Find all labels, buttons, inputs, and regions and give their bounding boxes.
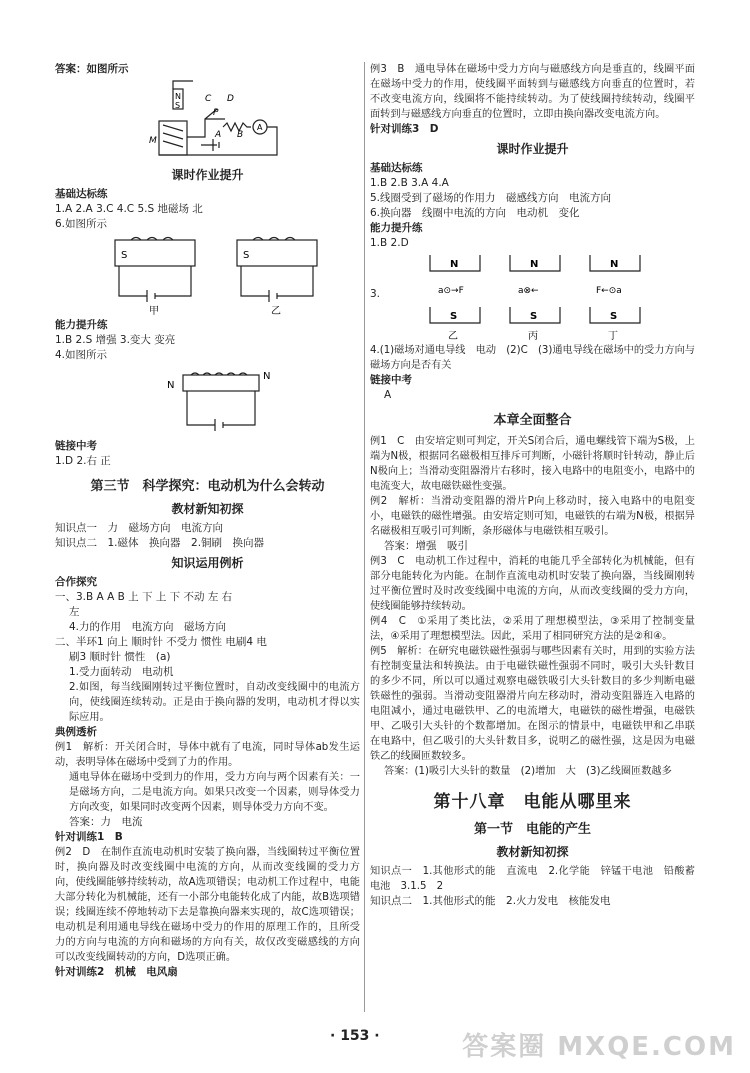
fig4-cap-yi: 乙 — [448, 331, 458, 342]
answer-paragraph: 4.(1)磁场对通电导线 电动 (2)C (3)通电导线在磁场中的受力方向与磁场方向是否有关 — [370, 345, 695, 371]
watermark-logo: 答案圈 MXQE.COM — [462, 1032, 736, 1062]
fig1-label-a: A — [215, 130, 222, 140]
practice-2: 针对训练2 机械 电风扇 — [55, 966, 178, 978]
subheading-exam: 链接中考 — [55, 440, 97, 452]
fig1-label-c: C — [205, 94, 212, 104]
answer-line: 答案：如图所示 — [55, 63, 129, 75]
fig3-label-n1: N — [167, 380, 175, 391]
circuit-figure-1 — [55, 79, 355, 163]
answer-line: 4.力的作用 电流方向 磁场方向 — [69, 621, 227, 633]
section-heading-homework: 课时作业提升 — [171, 168, 244, 182]
answer-line: 5.线圈受到了磁场的作用力 磁感线方向 电流方向 — [370, 192, 612, 204]
answer-line: 1.受力面转动 电动机 — [69, 666, 174, 678]
coil-figure-2 — [55, 234, 355, 316]
fig4-cap-bing: 丙 — [528, 331, 538, 342]
subheading-basic: 基础达标练 — [55, 188, 108, 200]
fig1-label-b: B — [237, 130, 244, 140]
fig2-caption-yi: 乙 — [271, 306, 281, 316]
section-heading-examples: 知识运用例析 — [171, 556, 244, 570]
fig1-label-n: N — [175, 92, 181, 101]
fig4-top-n1: N — [450, 259, 459, 270]
review-example-2: 例2 解析：当滑动变阻器的滑片P向上移动时，接入电路中的电阻变小，电磁铁的磁性增强。由安培定则可知，电磁铁的右端为N极，根据异名磁极相互吸引可判断，条形磁体与电磁铁相互吸引。 — [370, 496, 695, 537]
answer-line: 刷3 顺时针 惯性 (a) — [69, 651, 171, 663]
subheading-ability: 能力提升练 — [55, 319, 108, 331]
review-example-5-answer: 答案：(1)吸引大头针的数量 (2)增加 大 (3)乙线圈匝数越多 — [384, 766, 672, 777]
answer-line: 1.D 2.右 正 — [55, 455, 111, 467]
answer-line: 左 — [69, 606, 80, 618]
section-title-energy: 第一节 电能的产生 — [473, 822, 591, 837]
answer-line: 1.B 2.S 增强 3.变大 变亮 — [55, 334, 176, 346]
fig1-label-s: S — [175, 101, 181, 110]
review-example-1: 例1 C 由安培定则可判定，开关S闭合后，通电螺线管下端为S极，上端为N极，根据同名磁极相互排斥可判断，小磁针将顺时针转动，静止后N极向上；当滑动变阻器滑片右移时，接入电路中的电阻变小，电路中的电流变大，故电磁铁磁性变强。 — [370, 436, 695, 492]
fig4-bot-s1: S — [450, 311, 458, 322]
answer-line: A — [384, 389, 392, 401]
answer-line: 一、3.B A A B 上 下 上 下 不动 左 右 — [55, 591, 233, 603]
practice-3: 针对训练3 D — [370, 123, 439, 135]
answer-line: 3. — [370, 288, 381, 300]
fig3-label-n2: N — [263, 371, 271, 382]
magnet-figure-4 — [370, 251, 695, 343]
example-1-answer: 答案：力 电流 — [69, 816, 143, 828]
section-heading-new: 教材新知初探 — [171, 502, 244, 516]
example-1-explain: 通电导体在磁场中受到力的作用，受力方向与两个因素有关：一是磁场方向，二是电流方向。如果只改变一个因素，则导体受力方向改变，如果同时改变两个因素，则导体受力方向不变。 — [69, 772, 360, 813]
chapter-title: 第十八章 电能从哪里来 — [433, 792, 632, 812]
subheading-exam: 链接中考 — [370, 374, 412, 386]
left-column — [55, 62, 360, 980]
answer-paragraph: 2.如图，每当线圈刚转过平衡位置时，自动改变线圈中的电流方向，使线圈连续转动。正是由于换向器的发明，电动机才得以实际应用。 — [69, 682, 360, 723]
fig4-bot-s2: S — [530, 311, 538, 322]
answer-line: 4.如图所示 — [55, 349, 108, 361]
fig4-mid-1: a⊙→F — [438, 286, 464, 296]
knowledge-point-1: 知识点一 1.其他形式的能 直流电 2.化学能 锌锰干电池 铅酸蓄电池 3.1.5 2 — [370, 866, 695, 892]
knowledge-point-2: 知识点二 1.磁体 换向器 2.铜刷 换向器 — [55, 537, 265, 549]
page-number: · 153 · — [330, 1028, 380, 1044]
section-title-motor: 第三节 科学探究：电动机为什么会转动 — [90, 479, 325, 494]
fig4-bot-s3: S — [610, 311, 618, 322]
subheading-basic: 基础达标练 — [370, 162, 423, 174]
fig2-label-s2: S — [243, 250, 250, 261]
fig4-top-n3: N — [610, 259, 619, 270]
fig1-label-m: M — [149, 136, 157, 146]
subheading-typical: 典例透析 — [55, 726, 97, 738]
fig4-top-n2: N — [530, 259, 539, 270]
answer-line: 1.B 2.D — [370, 237, 409, 249]
practice-1: 针对训练1 B — [55, 831, 123, 843]
coil-figure-3 — [55, 365, 355, 437]
fig2-label-s1: S — [121, 250, 128, 261]
fig2-caption-jia: 甲 — [149, 306, 159, 316]
answer-line: 6.如图所示 — [55, 218, 108, 230]
review-example-5: 例5 解析：在研究电磁铁磁性强弱与哪些因素有关时，用到的实验方法有控制变量法和转换法。由于电磁铁磁性强弱不同时，吸引大头针数目的多少不同，所以可以通过观察电磁铁吸引大头针数目的多少判断电磁铁磁性的强弱。当滑动变阻器滑片向左移动时，滑动变阻器连入电路的电阻减小，通过电磁铁甲、乙的电流增大，电磁铁的磁性增强，电磁铁甲、乙吸引大头针的个数都增加。在图示的情景中，电磁铁甲和乙串联在电路中，但乙吸引的大头针数目多，说明乙的磁性强，这是因为电磁铁乙的线圈匝数较多。 — [370, 646, 695, 762]
fig1-label-p: P — [213, 108, 219, 118]
fig4-mid-3: F←⊙a — [596, 286, 622, 296]
fig4-cap-ding: 丁 — [608, 331, 618, 342]
section-heading-homework: 课时作业提升 — [496, 142, 569, 156]
fig4-mid-2: a⊗← — [518, 286, 539, 296]
section-heading-new: 教材新知初探 — [496, 845, 569, 859]
answer-line: 6.换向器 线圈中电流的方向 电动机 变化 — [370, 207, 580, 219]
magnet-svg — [410, 251, 670, 343]
answer-line: 二、半环1 向上 顺时针 不受力 惯性 电刷4 电 — [55, 636, 267, 648]
answer-line: 1.B 2.B 3.A 4.A — [370, 177, 449, 189]
column-divider — [364, 62, 365, 1012]
knowledge-point-1: 知识点一 力 磁场方向 电流方向 — [55, 522, 223, 534]
fig1-meter-a: A — [257, 123, 263, 132]
review-example-2-answer: 答案：增强 吸引 — [384, 540, 468, 552]
review-example-3: 例3 C 电动机工作过程中，消耗的电能几乎全部转化为机械能，但有部分电能转化为内能。在制作直流电动机时安装了换向器，当线圈刚转过平衡位置时及时改变线圈中电流的方向，从而改变线圈的受力方向，使线圈能够持续转动。 — [370, 556, 695, 612]
example-3: 例3 B 通电导体在磁场中受力方向与磁感线方向是垂直的，线圈平面在磁场中受力的作用，使线圈平面转到与磁感线方向垂直的位置时，若不改变电流方向，线圈将不能持续转动。为了使线圈持续转动，线圈平面转到与磁感线方向垂直的位置时，立即由换向器改变电流方向。 — [370, 64, 695, 120]
example-1: 例1 解析：开关闭合时，导体中就有了电流，同时导体ab发生运动，表明导体在磁场中受到了力的作用。 — [55, 742, 360, 768]
right-column — [370, 62, 695, 909]
fig1-label-d: D — [227, 94, 234, 104]
answer-line: 1.A 2.A 3.C 4.C 5.S 地磁场 北 — [55, 203, 203, 215]
example-2: 例2 D 在制作直流电动机时安装了换向器，当线圈转过平衡位置时，换向器及时改变线圈中电流的方向，从而改变线圈的受力方向，使线圈能够持续转动，故A选项错误；电动机工作过程中，电能大部分转化为机械能，还有一小部分电能转化成了内能，故B选项错误；线圈连续不停地转动下去是靠换向器来实现的，故C选项错误；电动机是利用通电导线在磁场中受力的作用的原理工作的，且所受力的方向与电流的方向和磁场的方向有关，故仅改变磁感线的方向可以改变线圈转动的方向，D选项正确。 — [55, 847, 360, 963]
subheading-ability: 能力提升练 — [370, 222, 423, 234]
section-title-review: 本章全面整合 — [493, 413, 572, 428]
review-example-4: 例4 C ①采用了类比法，②采用了理想模型法，③采用了控制变量法，④采用了理想模型法。因此，采用了相同研究方法的是②和④。 — [370, 616, 695, 642]
knowledge-point-2: 知识点二 1.其他形式的能 2.火力发电 核能发电 — [370, 895, 611, 907]
subheading-coop: 合作探究 — [55, 576, 97, 588]
